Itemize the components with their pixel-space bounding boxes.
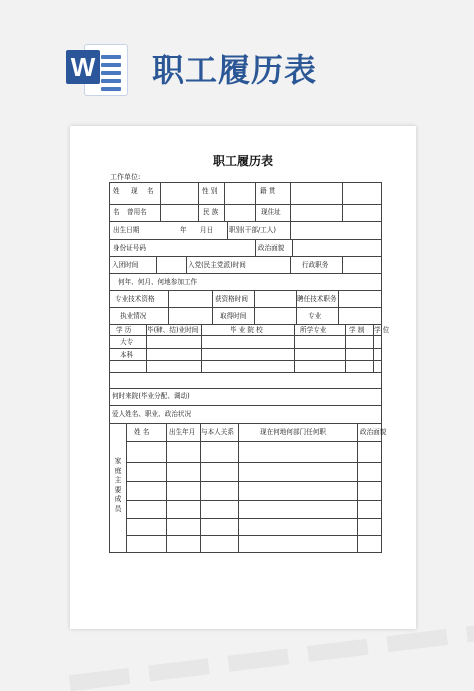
table-rule <box>109 307 381 308</box>
table-rule <box>109 204 381 205</box>
table-rule <box>109 324 381 325</box>
word-w-badge: W <box>66 50 100 84</box>
year-label: 年 <box>180 226 187 234</box>
family-members-label: 家庭主要成员 <box>114 457 122 513</box>
table-rule <box>126 518 381 519</box>
college-label: 大专 <box>120 338 134 346</box>
table-rule <box>109 423 381 424</box>
table-rule <box>126 423 127 553</box>
table-rule <box>338 290 339 324</box>
family-relation-header: 与本人关系 <box>201 428 234 436</box>
id-number-label: 身份证号码 <box>113 244 146 252</box>
table-rule <box>126 481 381 482</box>
league-join-label: 入团时间 <box>112 261 139 269</box>
table-rule <box>109 552 381 553</box>
table-rule <box>224 182 225 221</box>
political-status-label: 政治面貌 <box>258 244 285 252</box>
work-start-label: 何年、何月、何地参加工作 <box>118 278 198 286</box>
table-rule <box>290 256 291 273</box>
table-rule <box>109 348 381 349</box>
family-politics-header: 政治面貌 <box>360 428 387 436</box>
practice-status-label: 执业情况 <box>120 312 147 320</box>
table-rule <box>109 256 381 257</box>
family-birth-header: 出生年月 <box>169 428 196 436</box>
name-col-label: 名 <box>113 208 120 216</box>
spouse-label: 爱人姓名、职业、政治状况 <box>112 410 192 418</box>
degree-label: 学 位 <box>374 326 390 334</box>
table-rule <box>254 290 255 324</box>
table-rule <box>296 307 297 324</box>
table-rule <box>109 273 381 274</box>
table-rule <box>198 182 199 221</box>
table-rule <box>255 182 256 221</box>
party-join-label: 入党(民主党派)时间 <box>188 261 246 269</box>
tech-qualification-label: 专业技术资格 <box>115 295 155 303</box>
work-unit-label: 工作单位: <box>110 173 141 181</box>
table-rule <box>255 239 256 256</box>
table-rule <box>342 182 343 221</box>
name-label: 名 <box>147 187 154 195</box>
table-rule <box>109 182 110 553</box>
table-rule <box>342 256 343 273</box>
qualification-date-label: 获资格时间 <box>215 295 248 303</box>
month-day-label: 月日 <box>200 226 214 234</box>
table-rule <box>290 182 291 239</box>
table-rule <box>200 423 201 553</box>
education-label: 学 历 <box>116 326 132 334</box>
document-title: 职工履历表 <box>212 154 273 168</box>
table-rule <box>109 405 381 406</box>
table-rule <box>109 290 381 291</box>
school-label: 毕 业 院 校 <box>230 326 263 334</box>
table-rule <box>109 360 381 361</box>
current-label: 现 <box>131 187 138 195</box>
join-hospital-label: 何时来院(毕业分配、调动) <box>112 392 190 400</box>
table-rule <box>381 182 382 553</box>
study-length-label: 学 制 <box>349 326 365 334</box>
table-rule <box>109 221 381 222</box>
banner <box>0 0 474 112</box>
table-rule <box>109 239 381 240</box>
watermark-band <box>69 617 474 691</box>
bachelor-label: 本科 <box>120 351 134 359</box>
surname-label: 姓 <box>113 187 120 195</box>
table-rule <box>227 221 228 239</box>
table-rule <box>109 372 381 373</box>
address-label: 现住址 <box>261 208 281 216</box>
table-rule <box>357 423 358 553</box>
banner-title: 职工履历表 <box>152 51 318 89</box>
table-rule <box>109 388 381 389</box>
ethnicity-label: 民 族 <box>203 208 219 216</box>
table-rule <box>345 324 346 372</box>
appointed-title-label: 聘任技术职务 <box>297 295 337 303</box>
job-category-label: 职别(干部/工人) <box>229 226 276 234</box>
table-rule <box>126 535 381 536</box>
obtained-date-label: 取得时间 <box>220 312 247 320</box>
table-rule <box>186 256 187 273</box>
word-icon <box>66 40 128 96</box>
table-rule <box>126 500 381 501</box>
table-rule <box>126 441 381 442</box>
table-rule <box>294 324 295 372</box>
table-rule <box>166 423 167 553</box>
table-rule <box>201 324 202 372</box>
former-name-label: 曾用名 <box>127 208 147 216</box>
birth-date-label: 出生日期 <box>113 226 140 234</box>
table-rule <box>109 335 381 336</box>
admin-position-label: 行政职务 <box>302 261 329 269</box>
table-rule <box>168 290 169 324</box>
table-rule <box>156 256 157 273</box>
table-rule <box>292 239 293 256</box>
document-page <box>70 126 416 629</box>
family-name-header: 姓 名 <box>134 428 150 436</box>
graduation-time-label: 毕(肄、结)业时间 <box>147 326 199 334</box>
table-rule <box>109 182 381 183</box>
table-rule <box>160 182 161 221</box>
gender-label: 性 别 <box>202 187 218 195</box>
specialty-label: 专业 <box>308 312 322 320</box>
table-rule <box>126 462 381 463</box>
table-rule <box>212 290 213 324</box>
table-rule <box>238 423 239 553</box>
native-place-label: 籍 贯 <box>260 187 276 195</box>
major-label: 所学专业 <box>300 326 327 334</box>
family-work-header: 现在何地何部门任何职 <box>260 428 326 436</box>
